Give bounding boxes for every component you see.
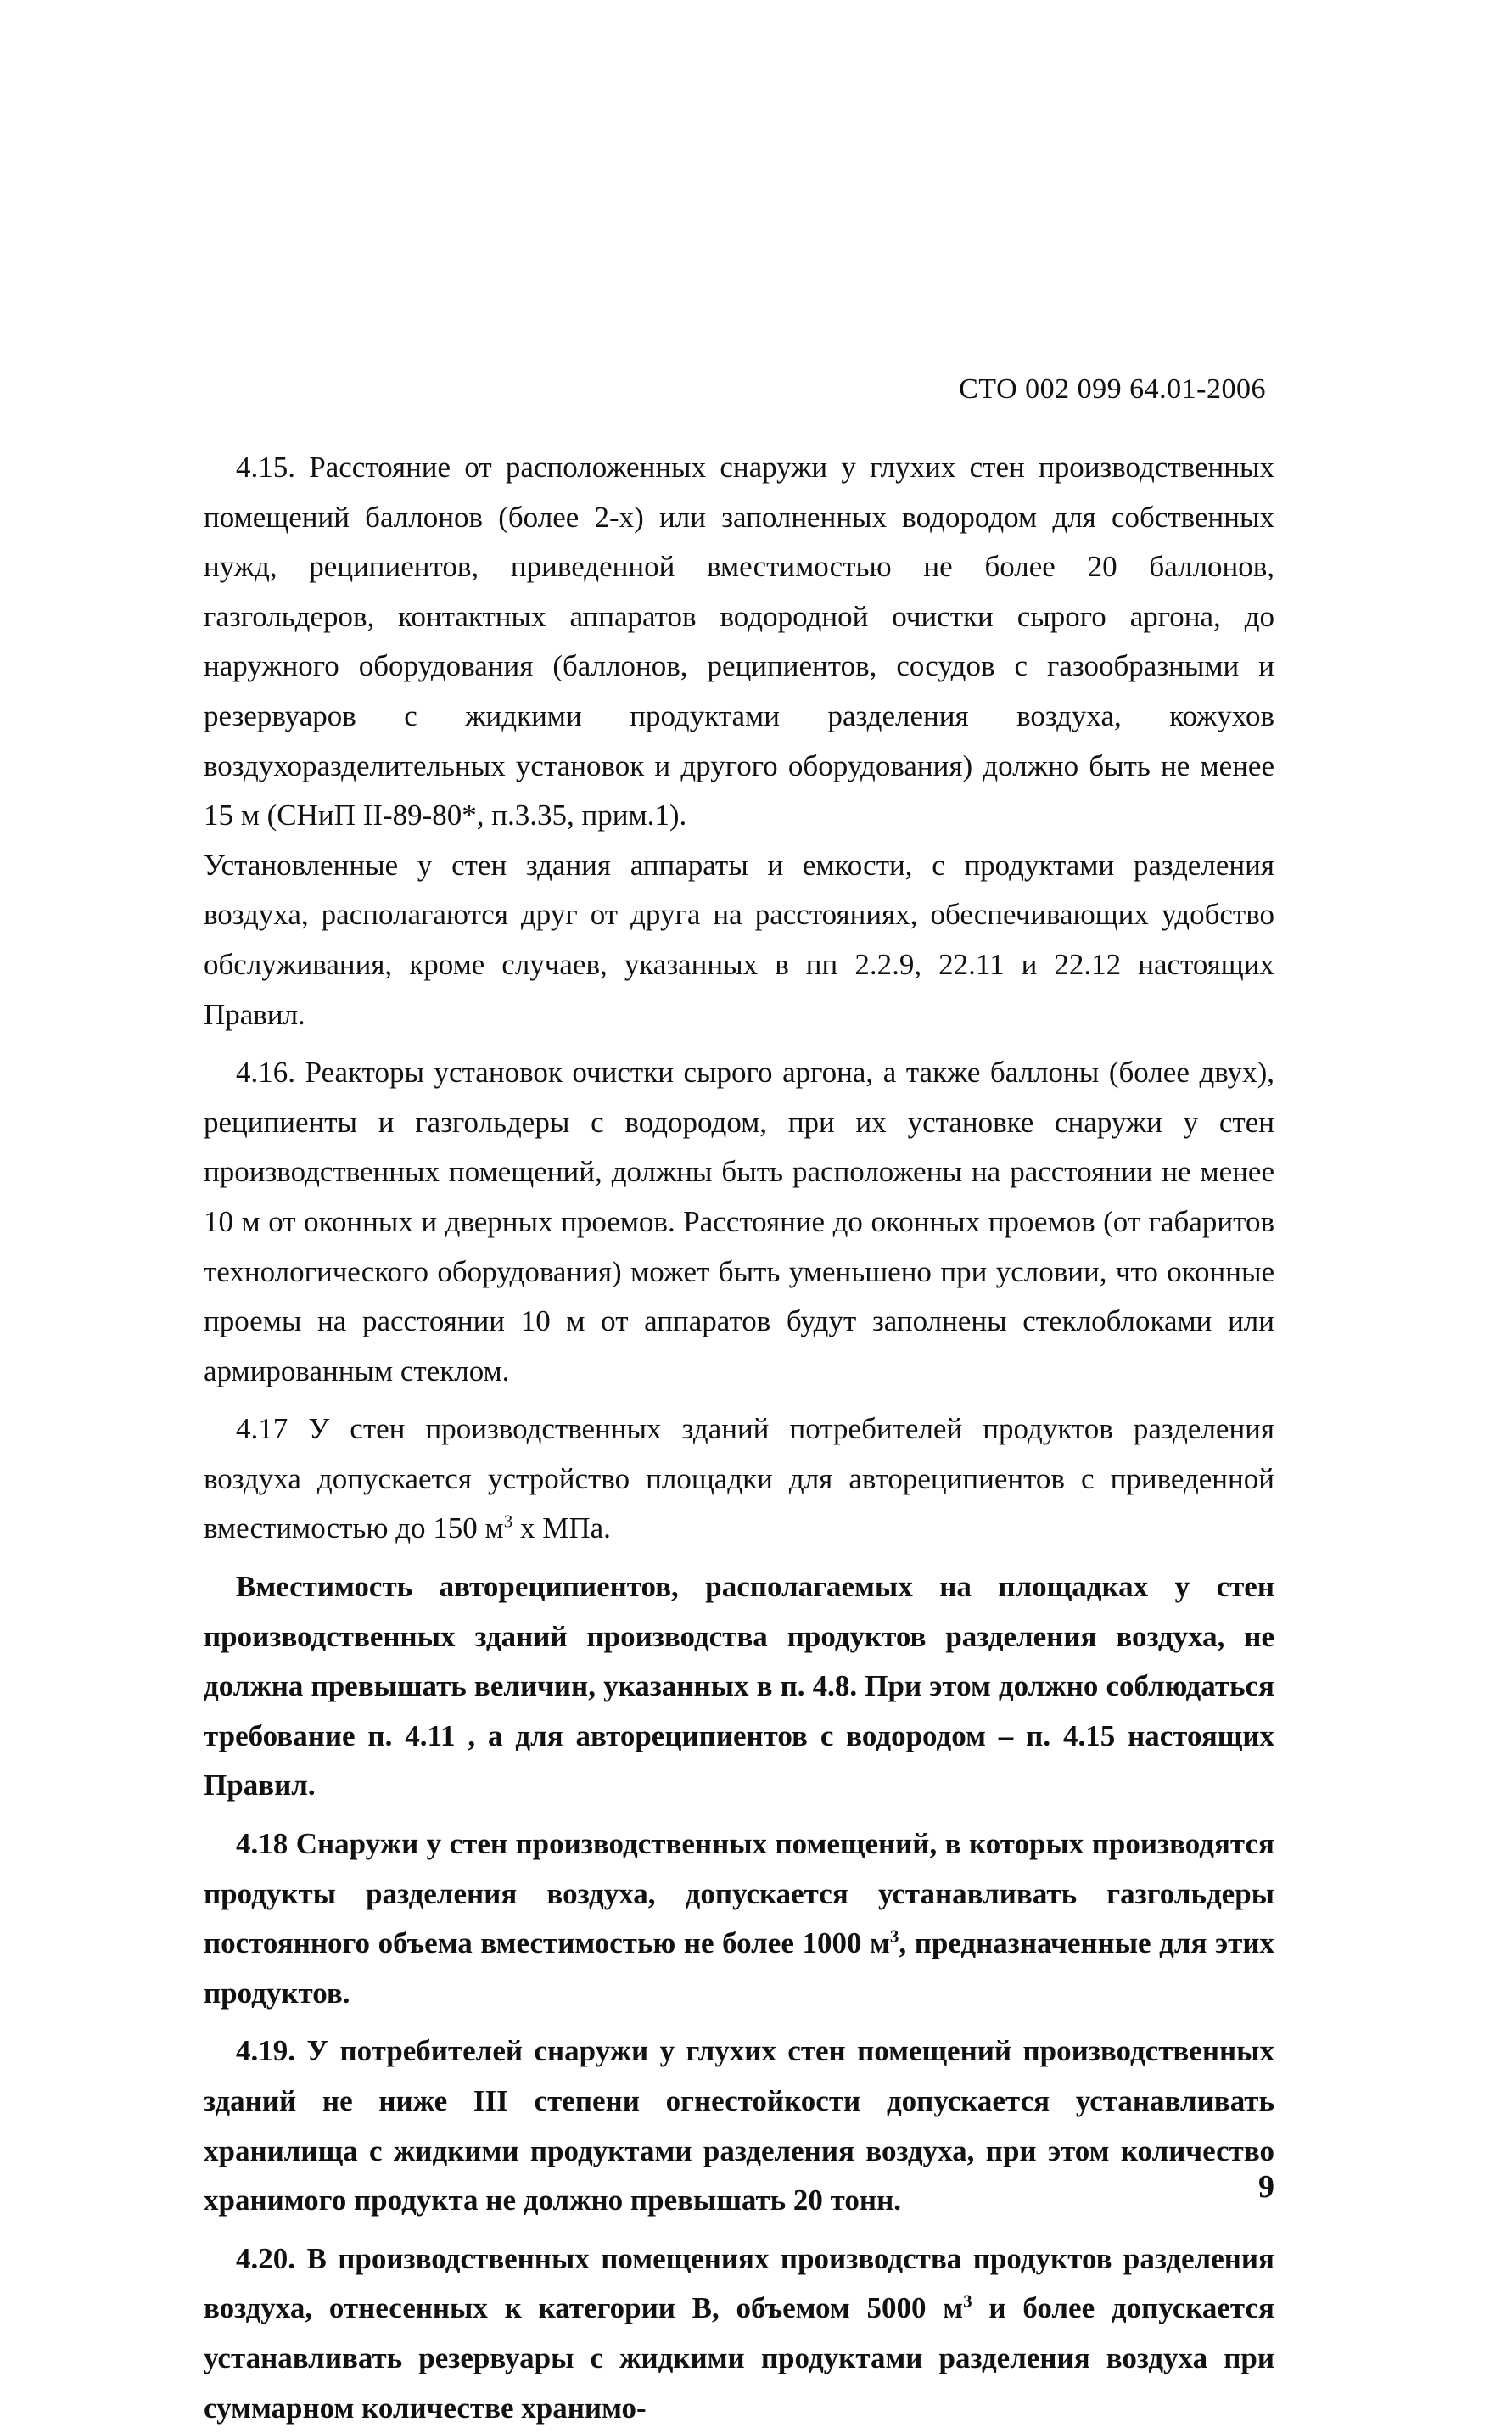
document-body (204, 443, 1274, 2433)
document-code-header: СТО 002 099 64.01-2006 (959, 373, 1266, 405)
paragraph-4-20-tail: и более допускается устанавливать резервуары с жидкими продуктами разделения воздуха при суммарном количестве хранимо- (204, 2291, 1274, 2425)
superscript-cubic: 3 (963, 2290, 972, 2312)
paragraph-4-19: 4.19. У потребителей снаружи у глухих стен помещений производственных зданий не ниже III степени огнестойкости допускается устанавливать хранилища с жидкими продуктами разделения воздуха, при этом количество хранимого продукта не должно превышать 20 тонн. (204, 2034, 1274, 2217)
paragraph-4-18-text: 4.18 Снаружи у стен производственных помещений, в которых производятся продукты разделения воздуха, допускается устанавливать газгольдеры постоянного объема вместимостью не более 1000 м (204, 1827, 1274, 1960)
paragraph-4-15-continuation: Установленные у стен здания аппараты и емкости, с продуктами разделения воздуха, располагаются друг от друга на расстояниях, обеспечивающих удобство обслуживания, кроме случаев, указанных в пп 2.2.9, 22.11 и 22.12 настоящих Правил. (204, 848, 1274, 1031)
paragraph-4-16: 4.16. Реакторы установок очистки сырого аргона, а также баллоны (более двух), реципиенты и газгольдеры с водородом, при их установке снаружи у стен производственных помещений, должны быть расположены на расстоянии не менее 10 м от оконных и дверных проемов. Расстояние до оконных проемов (от габаритов технологического оборудования) может быть уменьшено при условии, что оконные проемы на расстоянии 10 м от аппаратов будут заполнены стеклоблоками или армированным стеклом. (204, 1056, 1274, 1387)
paragraph-4-18 (204, 1819, 1274, 2018)
paragraph-4-17-unit: х МПа. (512, 1511, 611, 1545)
paragraph-4-17-text: 4.17 У стен производственных зданий потребителей продуктов разделения воздуха допускается устройство площадки для автореципиентов с приведенной вместимостью до 150 м (204, 1412, 1274, 1545)
paragraph-4-17-continuation: Вместимость автореципиентов, располагаемых на площадках у стен производственных зданий производства продуктов разделения воздуха, не должна превышать величин, указанных в п. 4.8. При этом должно соблюдаться требование п. 4.11 , а для автореципиентов с водородом – п. 4.15 настоящих Правил. (204, 1570, 1274, 1802)
paragraph-4-17 (204, 1404, 1274, 1554)
paragraph-4-18-tail: , предназначенные для этих продуктов. (204, 1926, 1274, 2010)
superscript-cubic: 3 (889, 1926, 899, 1947)
paragraph-4-15: 4.15. Расстояние от расположенных снаружи у глухих стен производственных помещений баллонов (более 2-х) или заполненных водородом для собственных нужд, реципиентов, приведенной вместимостью не более 20 баллонов, газгольдеров, контактных аппаратов водородной очистки сырого аргона, до наружного оборудования (баллонов, реципиентов, сосудов с газообразными и резервуаров с жидкими продуктами разделения воздуха, кожухов воздухоразделительных установок и другого оборудования) должно быть не менее 15 м (СНиП II-89-80*, п.3.35, прим.1). (204, 451, 1274, 832)
paragraph-4-20 (204, 2234, 1274, 2433)
superscript-cubic: 3 (503, 1511, 513, 1532)
paragraph-4-20-text: 4.20. В производственных помещениях производства продуктов разделения воздуха, отнесенных к категории В, объемом 5000 м (204, 2241, 1274, 2325)
page-number: 9 (1258, 2169, 1274, 2205)
